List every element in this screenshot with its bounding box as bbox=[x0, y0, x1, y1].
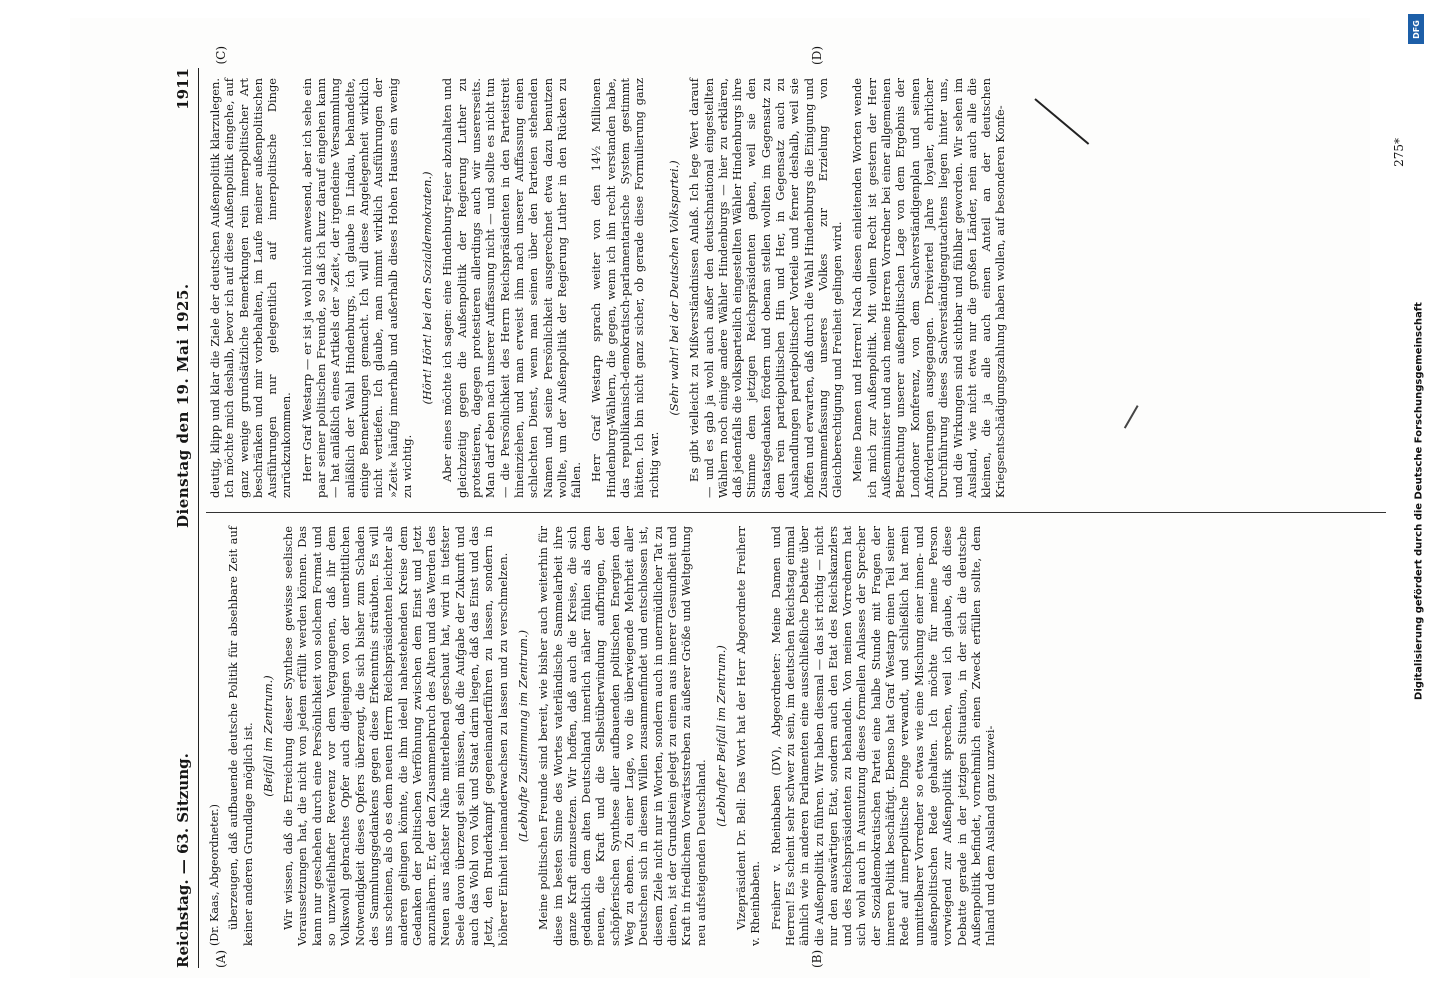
paragraph: Meine politischen Freunde sind bereit, wie bisher auch weiterhin für diese im besten Sinne des Wortes vaterländische Sammelarbeit ihre ganze Kraft einzusetzen. Wir hoffen, daß auch die Kreise, die sich gedanklich dem alten Deutschland innerlich näher fühlen als dem neuen, die Kraft und die Selbstüberwindung aufbringen, der schöpferischen Synthese aller aufbauenden politischen Energien den Weg zu ebnen. Zu einer Lage, wo die überwiegende Mehrheit aller Deutschen sich in diesem Willen zusammenfindet und entschlossen ist, diesem Ziele nicht nur in Worten, sondern auch in unermüdlicher Tat zu dienen, ist der Grundstein gelegt zu einem aus innerer Gesundheit und Kraft in friedlichem Vorwärtsstreben zu äußerer Größe und Weltgeltung neu aufsteigenden Deutschland. bbox=[536, 526, 708, 946]
column-divider bbox=[206, 512, 1386, 513]
applause-note: (Lebhafte Zustimmung im Zentrum.) bbox=[515, 629, 530, 843]
scanned-page bbox=[70, 18, 1406, 978]
margin-letter-b: (B) bbox=[810, 949, 824, 968]
paragraph: Herr Graf Westarp sprach weiter von den 14½ Millionen Hindenburg-Wählern, die gegen, wenn ich ihn recht verstanden habe, das republikanisch-demokratisch-parlamentarische System gestimmt hätten. Ich bin nicht ganz sicher, ob gerade diese Formulierung ganz richtig war. bbox=[589, 78, 661, 498]
paragraph: deutig, klipp und klar die Ziele der deutschen Außenpolitik klarzulegen. Ich möchte mich deshalb, bevor ich auf diese Außenpolitik eingehe, auf ganz wenige grundsätzliche Bemerkungen rein innerpolitischer Art beschränken und mir vorbehalten, im Laufe meiner außenpolitischen Ausführungen nur gelegentlich auf innerpolitische Dinge zurückzukommen. bbox=[208, 78, 294, 498]
paragraph: Es gibt vielleicht zu Mißverständnissen Anlaß. Ich lege Wert darauf — und es gab ja wohl auch außer den deutschnational eingestellten Wählern noch einige andere Wähler Hindenburgs — hier zu erklären, daß jedenfalls die volksparteilich eingestellten Wähler Hindenburgs ihre Stimme dem jetzigen Reichspräsidenten gaben, weil sie den Staatsgedanken fördern und obenan stellen wollten im Gegensatz zu dem rein parteipolitischen Hin und Her, in Gegensatz auch zu Aushandlungen parteipolitischer Vorteile und ferner deshalb, weil sie hoffen und erwarten, daß durch die Wahl Hindenburgs die Einigung und Zusammenfassung unseres Volkes zur Erzielung von Gleichberechtigung und Freiheit gelingen wird. bbox=[687, 78, 845, 498]
paragraph: Meine Damen und Herren! Nach diesen einleitenden Worten wende ich mich zur Außenpolitik. Mit vollem Recht ist gestern der Herr Außenminister und auch meine Herren Vorredner bei einer allgemeinen Betrachtung unserer außenpolitischen Lage von dem Ergebnis der Londoner Konferenz, von dem Sachverständigenplan und seinen Anforderungen ausgegangen. Dreiviertel Jahre loyaler, ehrlicher Durchführung dieses Sachverständigengutachtens liegen hinter uns, und die Wirkungen sind sichtbar und fühlbar geworden. Wir sehen im Ausland, wie nicht etwa nur die großen Länder, nein auch alle die kleinen, die ja alle auch einen Anteil an der deutschen Kriegsentschädigungszahlung haben wollen, auf besonderen Konfe- bbox=[850, 78, 1008, 498]
header-date: Dienstag den 19. Mai 1925. bbox=[174, 283, 192, 528]
paragraph: überzeugen, daß aufbauende deutsche Politik für absehbare Zeit auf keiner anderen Grundlage möglich ist. bbox=[226, 526, 255, 946]
paragraph: Aber eines möchte ich sagen: eine Hindenburg-Feier abzuhalten und gleichzeitig gegen die Außenpolitik der Regierung Luther zu protestieren, dagegen protestieren allerdings auch wir unsererseits. Man darf eben nach unserer Auffassung nicht — und sollte es nicht tun — die Persönlichkeit des Herrn Reichspräsidenten in den Parteistreit hineinziehen, und man erweist ihm nach unserer Auffassung einen schlechten Dienst, wenn man seinen über den Parteien stehenden Namen und seine Persönlichkeit ausgerechnet etwa dazu benutzen wollte, um der Außenpolitik der Regierung Luther in den Rücken zu fallen. bbox=[440, 78, 584, 498]
speaker-attribution: (Dr. Kaas, Abgeordneter.) bbox=[208, 804, 221, 946]
page-number: 275* bbox=[1392, 138, 1406, 167]
interjection-note: (Hört! Hört! bei den Sozialdemokraten.) bbox=[420, 171, 435, 405]
interjection-note: (Sehr wahr! bei der Deutschen Volkspartei.) bbox=[666, 160, 681, 416]
header-session: Reichstag. — 63. Sitzung. bbox=[174, 753, 192, 968]
header-column-number: 1911 bbox=[174, 68, 192, 110]
digitization-credit bbox=[1406, 6, 1432, 996]
paragraph: Freiherr v. Rheinbaben (DV), Abgeordneter: Meine Damen und Herren! Es scheint sehr schwer zu sein, im deutschen Reichstag einmal ähnlich wie in anderen Parlamenten eine ausschließliche Debatte über die Außenpolitik zu führen. Wir haben diesmal — das ist richtig — nicht nur den auswärtigen Etat, sondern auch den Etat des Reichskanzlers und des Reichspräsidenten zu behandeln. Von meinen Vorrednern hat sich wohl auch in Ausnutzung dieses formellen Anlasses der Sprecher der Sozialdemokratischen Partei eine halbe Stunde mit Fragen der inneren Politik beschäftigt. Ebenso hat Graf Westarp einen Teil seiner Rede auf innerpolitische Dinge verwandt, und schließlich hat mein unmittelbarer Vorredner so etwas wie eine Mischung einer innen- und außenpolitischen Rede gehalten. Ich möchte für meine Person vorwiegend zur Außenpolitik sprechen, weil ich glaube, daß diese Debatte gerade in der jetzigen Situation, in der sich die deutsche Außenpolitik befindet, vornehmlich einen Zweck erfüllen sollte, dem Inland und dem Ausland ganz unzwei- bbox=[768, 526, 998, 946]
dfg-logo: DFG bbox=[1408, 14, 1424, 44]
paragraph: Herr Graf Westarp — er ist ja wohl nicht anwesend, aber ich sehe ein paar seiner politischen Freunde, so daß ich kurz darauf eingehen kann — hat anläßlich eines Artikels der »Zeit«, der irgendeine Versammlung anläßlich der Wahl Hindenburgs, ich glaube in Lindau, behandelte, einige Bemerkungen gemacht. Ich will diese Angelegenheit wirklich nicht vertiefen. Ich glaube, man nimmt wirklich Ausführungen der »Zeit« häufig innerhalb und außerhalb dieses Hohen Hauses ein wenig zu wichtig. bbox=[299, 78, 414, 498]
applause-note: (Beifall im Zentrum.) bbox=[260, 675, 275, 797]
rotated-printed-page bbox=[170, 46, 1410, 968]
margin-letter-a: (A) bbox=[214, 949, 228, 968]
left-column bbox=[208, 526, 1003, 946]
margin-letter-c: (C) bbox=[214, 46, 228, 65]
margin-letter-d: (D) bbox=[810, 46, 824, 65]
applause-note: (Lebhafter Beifall im Zentrum.) bbox=[713, 645, 728, 827]
paragraph: Wir wissen, daß die Erreichung dieser Synthese gewisse seelische Voraussetzungen hat, die nicht von jedem erfüllt werden können. Das kann nur geschehen durch eine Persönlichkeit von solchem Format und so unzweifelhafter Reverenz vor dem Vergangenen, daß ihr dem Volkswohl gebrachtes Opfer auch diejenigen von der unerbittlichen Notwendigkeit dieses Opfers überzeugt, die sich bisher zum Schaden des Sammlungsgedankens gegen diese Erkenntnis sträubten. Es will uns scheinen, als ob es dem neuen Herrn Reichspräsidenten leichter als anderen gelingen könnte, die ihm ideell nahestehenden Kreise dem Gedanken der politischen Verföhnung zwischen dem Einst und Jetzt anzunähern. Er, der den Zusammenbruch des Alten und das Werden des Neuen aus nächster Nähe miterlebend geschaut hat, wird in tiefster Seele davon überzeugt sein müssen, daß die Aufgabe der Zukunft und auch das Wohl von Volk und Staat darin liegen, daß das Einst und das Jetzt, den Bruderkampf gegeneinanderführen zu lassen, sondern in höherer Einheit ineinanderwachsen zu lassen und zu verschmelzen. bbox=[281, 526, 510, 946]
paragraph: Vizepräsident Dr. Bell: Das Wort hat der Herr Abgeordnete Freiherr v. Rheinbaben. bbox=[734, 526, 763, 946]
right-column bbox=[208, 78, 1014, 498]
credit-text: Digitalisierung gefördert durch die Deutsche Forschungsgemeinschaft bbox=[1413, 302, 1425, 700]
page-header bbox=[170, 68, 199, 968]
